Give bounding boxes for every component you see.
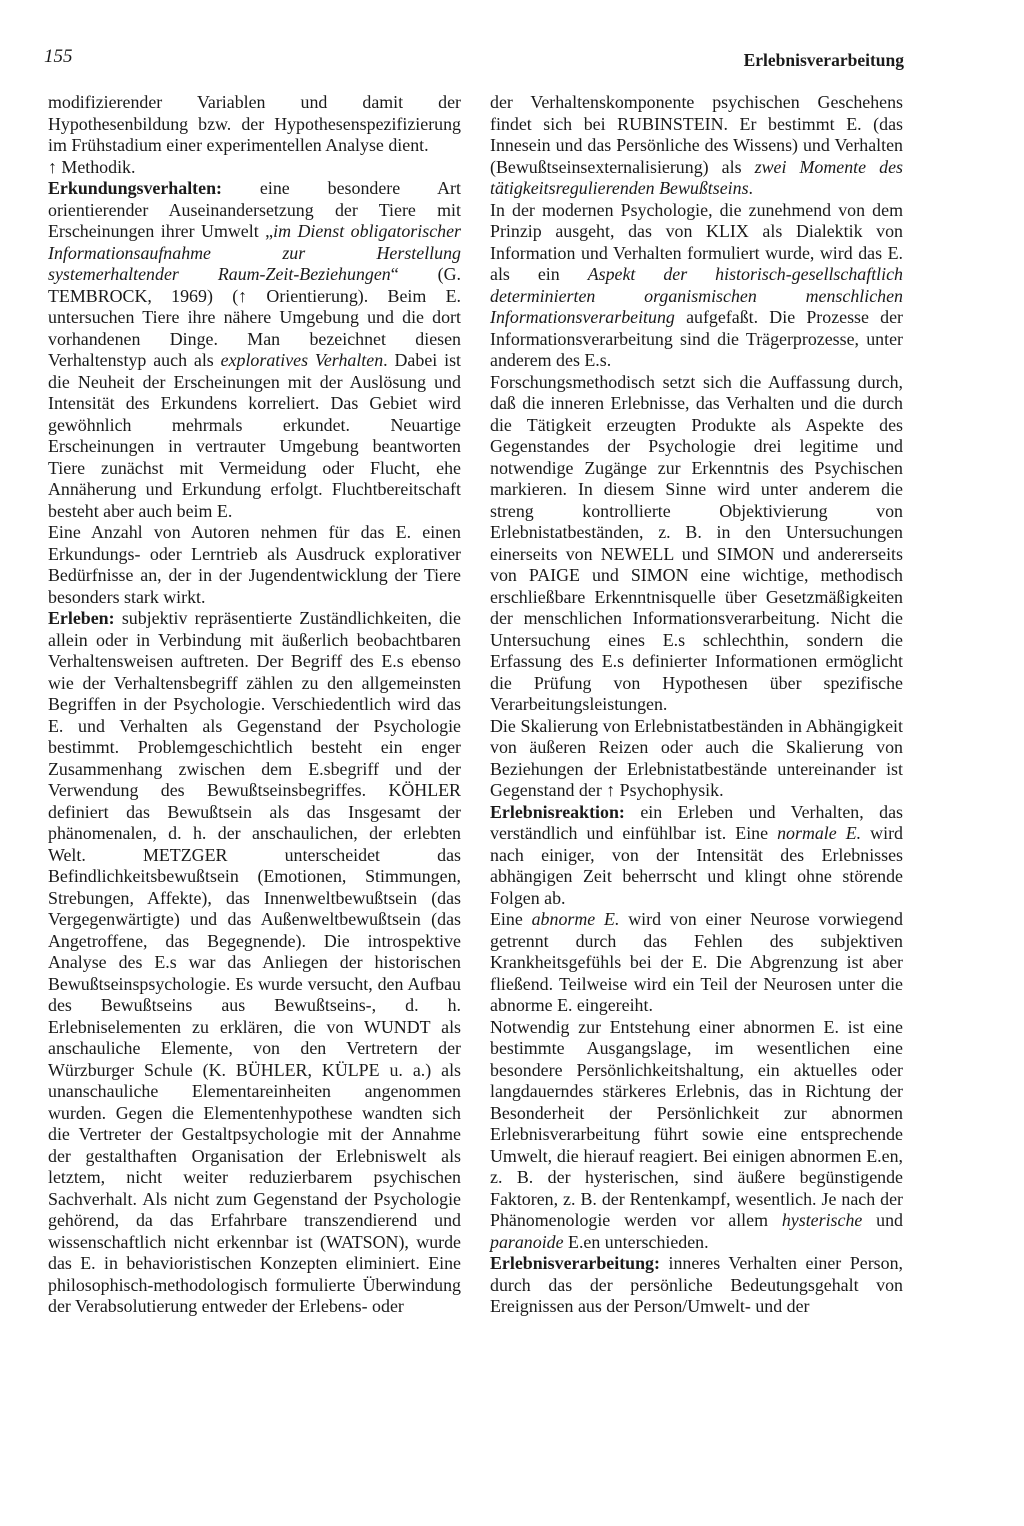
text-run: Forschungsmethodisch setzt sich die Auffassung durch, daß die inneren Erlebnisse, das Verhalten und die durch die Tätigkeit erzeugten Produkte als Aspekte des Gegenstandes der Psychologie drei legitime und notwendige Zugänge zur Erkenntnis des Psychischen markieren. In diesem Sinne wird unter anderem die streng kontrollierte Objektivierung von Erlebnistatbeständen, z. B. in den Untersuchungen einerseits von NEWELL und SIMON und andererseits von PAIGE und SIMON eine wichtige, methodisch erschließbare Erkenntnisquelle über Gesetzmäßigkeiten der menschlichen Informationsverarbeitung. Nicht die Untersuchung eines E.s schlechthin, sondern die Erfassung des E.s definierter Informationen ermöglicht die Prüfung von Hypothesen über spezifische Verarbeitungsleistungen. (490, 371, 903, 714)
page-number: 155 (44, 46, 73, 67)
text-run: Eine (490, 909, 532, 929)
text-run: “ (G. TEMBROCK, 1969) (↑ Orientierung). Beim E. untersuchen Tiere ihre nähere Umgebung und die dort vorhandenen Dinge. Man bezeichnet diesen Verhaltenstyp auch als (48, 264, 462, 370)
text-run: subjektiv repräsentierte Zuständlichkeiten, die allein oder in Verbindung mit äußerlich beobachtbaren Verhaltensweisen auftreten. Der Begriff des E.s ebenso wie der Verhaltensbegriff zählen zu den allgemeinsten Begriffen in der Psychologie. Verschiedentlich wird das E. und Verhalten als Gegenstand der Psychologie bestimmt. Problemgeschichtlich besteht ein enger Zusammenhang zwischen dem E.sbegriff und der Verwendung des Bewußtseinsbegriffes. KÖHLER definiert das Bewußtsein als das Insgesamt der phänomenalen, d. h. der anschaulichen, der erlebten Welt. METZGER unterscheidet das Befindlichkeitsbewußtsein (Emotionen, Stimmungen, Strebungen, Affekte), das Innenweltbewußtsein (das Vergegenwärtigte) und das Außenweltbewußtsein (das Angetroffene, das Begegnende). Die introspektive Analyse des E.s war das Anliegen der historischen Bewußtseinspsychologie. Es wurde versucht, den Aufbau des Bewußtseins aus Bewußtseins-, d. h. Erlebniselementen zu erklären, die von WUNDT als anschauliche Elemente, von den Vertretern der Würzburger Schule (K. BÜHLER, KÜLPE u. a.) als unanschauliche Elementareinheiten angenommen wurden. Gegen die Elementenhypothese wandten sich die Vertreter der Gestaltpsychologie mit der Annahme der gestalthaften Organisation der Erlebniswelt als letztem, nicht weiter reduzierbarem psychischen Sachverhalt. Als nicht zum Gegenstand der Psychologie gehörend, da das Erfahrbare transzendierend und wissenschaftlich nicht erkennbar ist (WATSON), wurde das E. in behavioristischen Konzepten eliminiert. Eine philosophisch-methodologisch formulierte Überwindung der Verabsolutierung entweder der Erlebens- oder (48, 608, 461, 1316)
text-run: ein Erleben und Verhalten, das verständlich und einfühlbar ist. Eine (490, 801, 903, 843)
running-head: Erlebnisverarbeitung (743, 50, 904, 70)
text-run: Die Skalierung von Erlebnistatbeständen in Abhängigkeit von äußeren Reizen oder auch die Skalierung von Beziehungen der Erlebnistatbestände untereinander ist Gegenstand der ↑ Psychophysik. (490, 715, 903, 800)
text-run: inneres Verhalten einer Person, durch das der persönliche Bedeutungsgehalt von Ereignissen aus der Person/Umwelt- und der (490, 1253, 903, 1316)
paragraph (48, 608, 461, 1318)
paragraph (490, 909, 903, 1017)
paragraph (490, 1253, 903, 1318)
emphasis-text: im Dienst obligatorischer Informationsaufnahme zur Herstellung systemerhaltender Raum-Zeit-Beziehungen (48, 221, 461, 284)
entry-term: Erkundungsverhalten: (48, 178, 222, 198)
text-run: wird von einer Neurose vorwiegend getrennt durch das Fehlen des subjektiven Krankheitsgefühls bei der E. Die Abgrenzung ist aber fließend. Teilweise wird ein Teil der Neurosen unter die abnorme E. eingereiht. (490, 909, 903, 1015)
text-run: eine besondere Art orientierender Auseinandersetzung der Tiere mit Erscheinungen ihrer Umwelt „ (48, 178, 461, 241)
paragraph (490, 716, 903, 802)
emphasis-text: paranoide (490, 1231, 564, 1252)
text-run: E.en unterschieden. (563, 1231, 709, 1252)
text-run: Eine Anzahl von Autoren nehmen für das E. einen Erkundungs- oder Lerntrieb als Ausdruck explorativer Bedürfnisse an, der in der Jugendentwicklung der Tiere besonders stark wirkt. (48, 522, 461, 607)
entry-term: Erlebnisreaktion: (490, 801, 625, 822)
paragraph (490, 372, 903, 716)
entry-term: Erlebnisverarbeitung: (490, 1253, 660, 1273)
text-run: und (862, 1210, 904, 1230)
paragraph (48, 92, 461, 157)
paragraph (48, 522, 461, 608)
text-run: wird nach einiger, von der Intensität des Erlebnisses abhängigen Zeit beherrscht und klingt ohne störende Folgen ab. (490, 823, 903, 908)
entry-term: Erleben: (48, 608, 115, 628)
text-run: . Dabei ist die Neuheit der Erscheinungen mit der Auslösung und Intensität des Erkundens korreliert. Das Gebiet wird gewöhnlich mehrmals erkundet. Neuartige Erscheinungen in vertrauter Umgebung beantworten Tiere zunächst mit Vermeidung oder Flucht, ehe Annäherung und Erkundung erfolgt. Fluchtbereitschaft besteht aber auch beim E. (48, 350, 461, 521)
paragraph (48, 178, 461, 522)
paragraph (48, 157, 461, 179)
text-run: der Verhaltenskomponente psychischen Geschehens findet sich bei RUBINSTEIN. Er bestimmt E. (das Innesein und das Persönliche des Wissens) und Verhalten (Bewußtseinsexternalisierung) als (490, 92, 903, 177)
text-run: aufgefaßt. Die Prozesse der Informationsverarbeitung sind die Trägerprozesse, unter anderem des E.s. (490, 307, 903, 370)
paragraph (490, 92, 903, 200)
text-run: Notwendig zur Entstehung einer abnormen E. ist eine bestimmte Ausgangslage, im wesentlichen eine besondere Persönlichkeitshaltung, ein aktuelles oder langdauerndes stärkeres Erlebnis, das in Richtung der Besonderheit der Persönlichkeit zur abnormen Erlebnisverarbeitung führt sowie eine entsprechende Umwelt, die hierauf reagiert. Bei einigen abnormen E.en, z. B. der hysterischen, sind äußere begünstigende Faktoren, z. B. der Rentenkampf, wesentlich. Je nach der Phänomenologie werden vor allem (490, 1016, 903, 1230)
right-column (490, 92, 903, 1318)
text-run: ↑ Methodik. (48, 156, 136, 177)
text-run: In der modernen Psychologie, die zunehmend von dem Prinzip ausgeht, das von KLIX als Dialektik von Information und Verhalten formuliert wurde, wird das E. als ein (490, 199, 903, 284)
left-column (48, 92, 461, 1318)
emphasis-text: hysterische (781, 1210, 863, 1230)
emphasis-text: exploratives Verhalten (220, 350, 384, 370)
emphasis-text: zwei Momente des tätigkeitsregulierenden Bewußtseins (490, 156, 903, 198)
paragraph (490, 200, 903, 372)
text-run: . (748, 178, 754, 198)
emphasis-text: Aspekt der historisch-gesellschaftlich determinierten organismischen menschlichen Informationsverarbeitung (490, 264, 903, 327)
emphasis-text: normale E. (777, 823, 862, 843)
paragraph (490, 802, 903, 910)
emphasis-text: abnorme E. (531, 909, 620, 929)
text-run: modifizierender Variablen und damit der Hypothesenbildung bzw. der Hypothesenspezifizierung im Frühstadium einer experimentellen Analyse dient. (48, 92, 461, 155)
paragraph (490, 1017, 903, 1254)
